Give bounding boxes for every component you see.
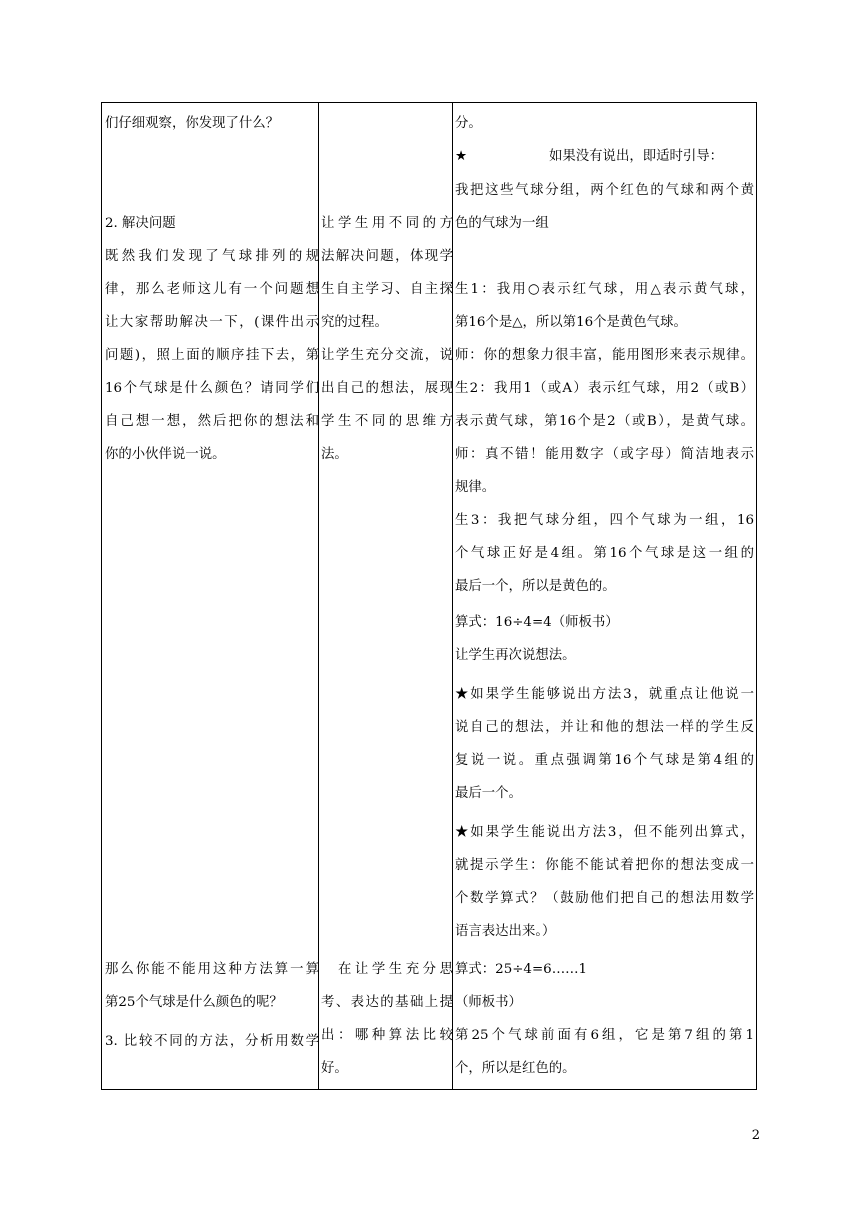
text-line: 问题)，照上面的顺序挂下去，第	[105, 348, 319, 363]
text-line: 个，所以是红色的。	[455, 1061, 576, 1076]
text-line: 在让学生充分思	[321, 962, 453, 977]
text-line: 规律。	[455, 480, 496, 495]
text-line: 师：真不错！能用数字（或字母）简洁地表示	[455, 447, 754, 462]
text-line: 自己想一想，然后把你的想法和	[105, 414, 319, 429]
text-line: 个数学算式？（鼓励他们把自己的想法用数学	[455, 891, 754, 906]
text-line: 生自主学习、自主探	[321, 282, 453, 297]
text-line: 如果没有说出，即适时引导：	[549, 149, 724, 164]
text-line: 就提示学生：你能不能试着把你的想法变成一	[455, 858, 754, 873]
text-line: ★如果学生能说出方法3，但不能列出算式，	[455, 825, 754, 840]
star-marker: ★	[455, 149, 468, 164]
text-line: 你的小伙伴说一说。	[105, 447, 226, 462]
text-line: 说自己的想法，并让和他的想法一样的学生反	[455, 720, 754, 735]
text-line: 语言表达出来。）	[455, 924, 556, 939]
text-line: 16个气球是什么颜色？请同学们	[105, 381, 319, 396]
formula-line: 算式：25÷4=6……1	[455, 962, 587, 977]
text-line: 生1：我用○表示红气球，用△表示黄气球，	[455, 282, 754, 297]
section-heading: 3. 比较不同的方法，分析用数学	[105, 1034, 319, 1049]
text-line: ★如果学生能够说出方法3，就重点让他说一	[455, 687, 754, 702]
section-heading: 2. 解决问题	[105, 216, 176, 231]
text-line: 既然我们发现了气球排列的规	[105, 249, 319, 264]
text-line: 学生不同的思维方	[321, 414, 453, 429]
text-line: 第25个气球是什么颜色的呢？	[105, 995, 283, 1010]
text-line: 最后一个，所以是黄色的。	[455, 579, 616, 594]
text-line: 出自己的想法，展现	[321, 381, 453, 396]
text-line: 那么你能不能用这种方法算一算	[105, 962, 319, 977]
text-line: 色的气球为一组	[455, 216, 549, 231]
page-number: 2	[751, 1128, 760, 1143]
text-line: 让大家帮助解决一下，(课件出示	[105, 315, 319, 330]
text-line: 表示黄气球，第16个是2（或B），是黄气球。	[455, 414, 754, 429]
text-line: 我把这些气球分组，两个红色的气球和两个黄	[455, 183, 754, 198]
text-line: 让学生充分交流，说	[321, 348, 453, 363]
text-line: 第16个是△，所以第16个是黄色气球。	[455, 315, 687, 330]
text-line: 考、表达的基础上提	[321, 995, 453, 1010]
text-line: 让学生再次说想法。	[455, 648, 576, 663]
formula-line: 算式：16÷4=4（师板书）	[455, 615, 619, 630]
text-line: 法。	[321, 447, 348, 462]
text-line: 师：你的想象力很丰富，能用图形来表示规律。	[455, 348, 754, 363]
lesson-table	[101, 102, 757, 1090]
text-line: 生3：我把气球分组，四个气球为一组，16	[455, 513, 754, 528]
text-line: （师板书）	[455, 995, 522, 1010]
text-line: 律，那么老师这儿有一个问题想	[105, 282, 319, 297]
text-line: 分。	[455, 116, 482, 131]
text-line: 生2：我用1（或A）表示红气球，用2（或B）	[455, 381, 754, 396]
text-line: 出：哪种算法比较	[321, 1028, 453, 1043]
text-line: 究的过程。	[321, 315, 388, 330]
text-line: 让学生用不同的方	[321, 216, 453, 231]
text-line: 个气球正好是4组。第16个气球是这一组的	[455, 546, 754, 561]
text-line: 法解决问题，体现学	[321, 249, 453, 264]
text-line: 复说一说。重点强调第16个气球是第4组的	[455, 753, 754, 768]
text-line: 第25个气球前面有6组，它是第7组的第1	[455, 1028, 754, 1043]
text-line: 最后一个。	[455, 786, 522, 801]
text-line: 好。	[321, 1061, 348, 1076]
text-line: 们仔细观察，你发现了什么？	[105, 116, 280, 131]
